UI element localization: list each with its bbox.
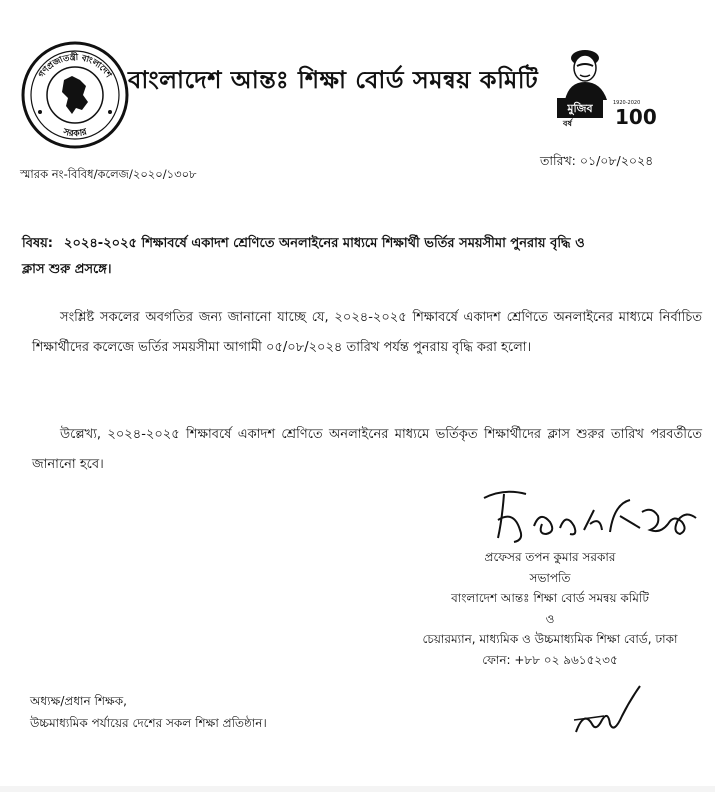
seal-text-top: গণপ্রজাতন্ত্রী বাংলাদেশ [36, 52, 114, 80]
recipient-line-2: উচ্চমাধ্যমিক পর্যায়ের দেশের সকল শিক্ষা প্রতিষ্ঠান। [30, 716, 267, 730]
signer-name: প্রফেসর তপন কুমার সরকার [484, 550, 616, 564]
subject-line-2: ক্লাস শুরু প্রসঙ্গে। [22, 262, 112, 277]
seal-text-bottom: সরকার [62, 127, 89, 140]
organization-title: বাংলাদেশ আন্তঃ শিক্ষা বোর্ড সমন্বয় কমিটি [128, 66, 539, 94]
svg-text:সরকার [61, 127, 89, 139]
logo-label-mid: বর্ষ [563, 119, 572, 128]
svg-text:গণপ্রজাতন্ত্রী বাংলাদেশ [37, 50, 114, 81]
logo-years: 1920-2020 [613, 100, 641, 106]
handwritten-signature-icon [474, 480, 704, 550]
signer-block [400, 547, 700, 670]
logo-number: 100 [615, 105, 657, 129]
mujib-100-logo-icon [553, 38, 663, 130]
signer-phone: ফোন: +৮৮ ০২ ৯৬১৫২৩৫ [482, 652, 618, 667]
logo-label-top: মুজিব [567, 102, 593, 115]
subject-block [22, 231, 702, 277]
subject-line-1: ২০২৪-২০২৫ শিক্ষাবর্ষে একাদশ শ্রেণিতে অনলাইনের মাধ্যমে শিক্ষার্থী ভর্তির সময়সীমা পুনরায় বৃদ্ধি ও [64, 236, 585, 251]
memo-number: স্মারক নং-বিবিধ/কলেজ/২০২০/১৩০৮ [20, 167, 197, 181]
subject-label: বিষয়: [22, 236, 53, 251]
recipient-block [30, 690, 267, 734]
signer-board: চেয়ারম্যান, মাধ্যমিক ও উচ্চমাধ্যমিক শিক্ষা বোর্ড, ঢাকা [422, 632, 678, 646]
body-paragraph-2: উল্লেখ্য, ২০২৪-২০২৫ শিক্ষাবর্ষে একাদশ শ্রেণিতে অনলাইনের মাধ্যমে ভর্তিকৃত শিক্ষার্থীদের ক্লাস শুরুর তারিখ পরবর্তীতে জানানো হবে। [32, 427, 702, 472]
signer-committee: বাংলাদেশ আন্তঃ শিক্ষা বোর্ড সমন্বয় কমিটি [451, 591, 649, 605]
page-bottom-edge [0, 786, 715, 792]
recipient-line-1: অধ্যক্ষ/প্রধান শিক্ষক, [30, 694, 127, 708]
government-seal-icon [20, 40, 130, 150]
signer-designation: সভাপতি [529, 570, 571, 585]
initial-signature-icon [570, 680, 645, 740]
signer-conjunction: ও [545, 611, 555, 626]
body-paragraph-1: সংশ্লিষ্ট সকলের অবগতির জন্য জানানো যাচ্ছে যে, ২০২৪-২০২৫ শিক্ষাবর্ষে একাদশ শ্রেণিতে অনলাইনের মাধ্যমে নির্বাচিত শিক্ষার্থীদের কলেজে ভর্তির সময়সীমা আগামী ০৫/০৮/২০২৪ তারিখ পর্যন্ত পুনরায় বৃদ্ধি করা হলো। [32, 310, 702, 355]
memo-date: তারিখ: ০১/০৮/২০২৪ [540, 153, 654, 168]
